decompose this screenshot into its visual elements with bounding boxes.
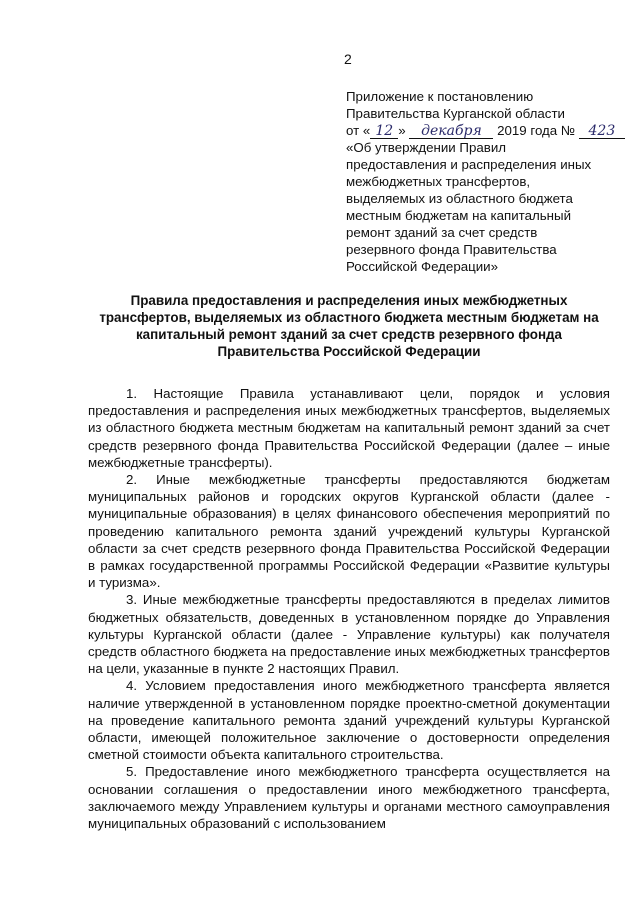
document-body [88, 385, 610, 832]
appendix-date-line [346, 122, 626, 139]
appendix-caption-line: Российской Федерации» [346, 259, 498, 274]
date-prefix: от « [346, 123, 371, 138]
paragraph-2: 2. Иные межбюджетные трансферты предоставляются бюджетам муниципальных районов и городских округов Курганской области (далее - муниципальные образования) в целях финансового обеспечения мероприятий по проведению капитального ремонта зданий учреждений культуры Курганской области за счет средств резервного фонда Правительства Российской Федерации в рамках государственной программы Российской Федерации «Развитие культуры и туризма». [88, 472, 610, 591]
appendix-caption-line: выделяемых из областного бюджета [346, 191, 573, 206]
appendix-caption-line: резервного фонда Правительства [346, 242, 557, 257]
document-title: Правила предоставления и распределения иных межбюджетных трансфертов, выделяемых из областного бюджета местным бюджетам на капитальный ремонт зданий за счет средств резервного фонда Правительства Российской Федерации [99, 293, 599, 359]
appendix-caption-line: межбюджетных трансфертов, [346, 174, 531, 189]
handwritten-day: 12 [370, 124, 398, 139]
appendix-block [346, 88, 626, 275]
page-number: 2 [344, 51, 352, 67]
appendix-caption-line: местным бюджетам на капитальный [346, 208, 572, 223]
appendix-line-1: Приложение к постановлению [346, 89, 534, 104]
date-year: 2019 года № [497, 123, 576, 138]
handwritten-month: декабря [409, 124, 493, 139]
paragraph-5: 5. Предоставление иного межбюджетного трансферта осуществляется на основании соглашения о предоставлении иного межбюджетного трансферта, заключаемого между Управлением культуры и органами местного самоуправления муниципальных образований с использованием [88, 764, 610, 832]
appendix-line-2: Правительства Курганской области [346, 106, 565, 121]
appendix-caption-line: предоставления и распределения иных [346, 157, 592, 172]
paragraph-1: 1. Настоящие Правила устанавливают цели, порядок и условия предоставления и распределения иных межбюджетных трансфертов, выделяемых из областного бюджета местным бюджетам на капитальный ремонт зданий за счет средств резервного фонда Правительства Российской Федерации (далее – иные межбюджетные трансферты). [88, 386, 610, 470]
handwritten-doc-number: 423 [579, 124, 625, 139]
date-mid: » [398, 123, 406, 138]
paragraph-4: 4. Условием предоставления иного межбюджетного трансферта является наличие утвержденной в установленном порядке проектно-сметной документации на проведение капитального ремонта зданий учреждений культуры Курганской области, имеющей положительное заключение о достоверности определения сметной стоимости объекта капитального строительства. [88, 678, 610, 763]
appendix-caption-line: «Об утверждении Правил [346, 140, 507, 155]
appendix-caption-line: ремонт зданий за счет средств [346, 225, 538, 240]
paragraph-3: 3. Иные межбюджетные трансферты предоставляются в пределах лимитов бюджетных обязательств, доведенных в установленном порядке до Управления культуры Курганской области (далее - Управление культуры) как получателя средств областного бюджета на предоставление иных межбюджетных трансфертов на цели, указанные в пункте 2 настоящих Правил. [88, 592, 610, 677]
